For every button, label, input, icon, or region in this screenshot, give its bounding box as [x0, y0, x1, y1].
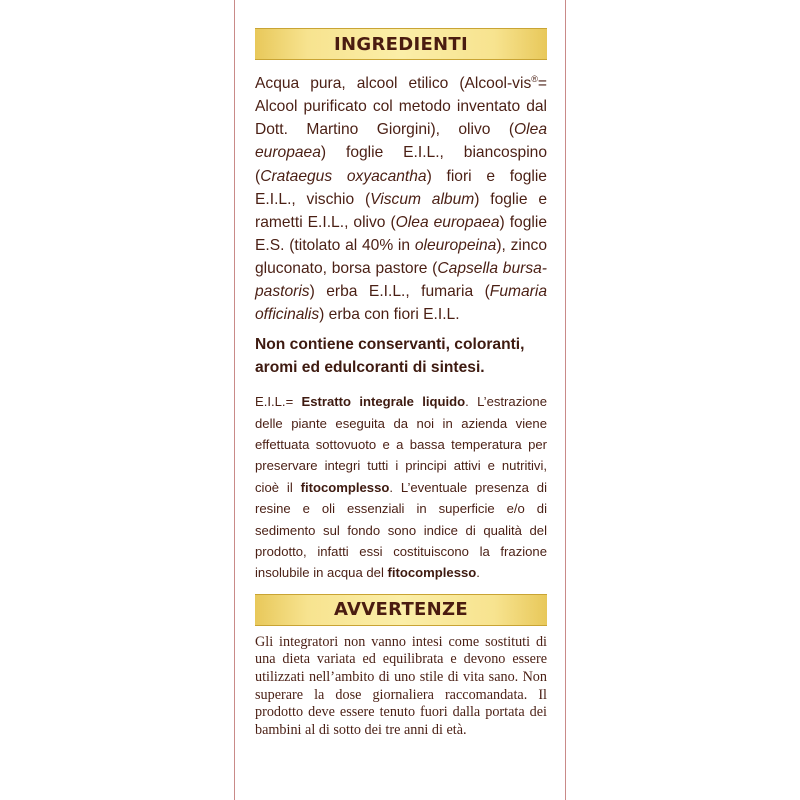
ingr-text: ), zinco gluconato, borsa pastore ( — [255, 236, 548, 277]
avvertenze-title: AVVERTENZE — [334, 599, 468, 621]
ingr-text: ) foglie E.I.L., biancospino ( — [255, 144, 547, 185]
eil-text: . L’estrazione delle piante eseguita da noi in azienda viene effettuata sottovuoto e a bassa temperatura per preservare integri tutti i principi attivi e nutritivi, cioè il — [255, 394, 547, 495]
ingr-text: ) fiori e foglie E.I.L., vischio ( — [255, 167, 547, 208]
label-border-right — [565, 0, 566, 800]
eil-bold: Estratto integrale liquido — [301, 394, 466, 410]
eil-text: . — [476, 565, 480, 581]
latin-name: Capsella bursa-pastoris — [255, 259, 548, 301]
latin-name: Crataegus oxyacantha — [260, 167, 427, 185]
ingredienti-title: INGREDIENTI — [334, 33, 468, 55]
ingredienti-banner — [255, 28, 547, 60]
eil-text: . L’eventuale presenza di resine e oli essenziali in superficie e/o di sedimento sul fondo sono indice di qualità del prodotto, infatti essi costituiscono la frazione insolubile in acqua del — [255, 479, 547, 581]
warnings-text: Gli integratori non vanno intesi come sostituti di una dieta variata ed equilibrata e devono essere utilizzati nell’ambito di uno stile di vita sano. Non superare la dose giornaliera raccomandata. Il prodotto deve essere tenuto fuori dalla portata dei bambini al di sotto dei tre anni di età. — [255, 633, 547, 738]
label-border-left — [234, 0, 235, 800]
ingr-text: Acqua pura, alcool etilico (Alcool-vis — [255, 75, 532, 93]
ingr-text: ) erba E.I.L., fumaria ( — [309, 283, 490, 301]
ingr-text: = Alcool purificato col metodo inventato dal Dott. Martino Giorgini), olivo ( — [255, 75, 547, 139]
latin-name: Olea europaea — [255, 121, 547, 162]
ingredients-text — [255, 68, 547, 326]
latin-name: Olea europaea — [395, 213, 500, 231]
latin-name: Viscum album — [370, 190, 475, 208]
eil-text: E.I.L.= — [255, 394, 302, 410]
registered-mark: ® — [531, 74, 538, 84]
eil-bold: fitocomplesso — [387, 565, 477, 581]
eil-explanation — [255, 391, 547, 584]
no-additives-statement: Non contiene conservanti, coloranti, aromi ed edulcoranti di sintesi. — [255, 336, 525, 377]
avvertenze-banner — [255, 594, 547, 626]
ingr-text: ) foglie E.S. (titolato al 40% in — [255, 213, 547, 254]
ingr-text: ) erba con fiori E.I.L. — [319, 306, 460, 324]
label-panel — [255, 28, 547, 739]
latin-name: Fumaria officinalis — [255, 283, 547, 324]
latin-name: oleuropeina — [414, 236, 497, 254]
ingr-text: ) foglie e rametti E.I.L., olivo ( — [255, 190, 547, 231]
eil-bold: fitocomplesso — [300, 479, 390, 495]
